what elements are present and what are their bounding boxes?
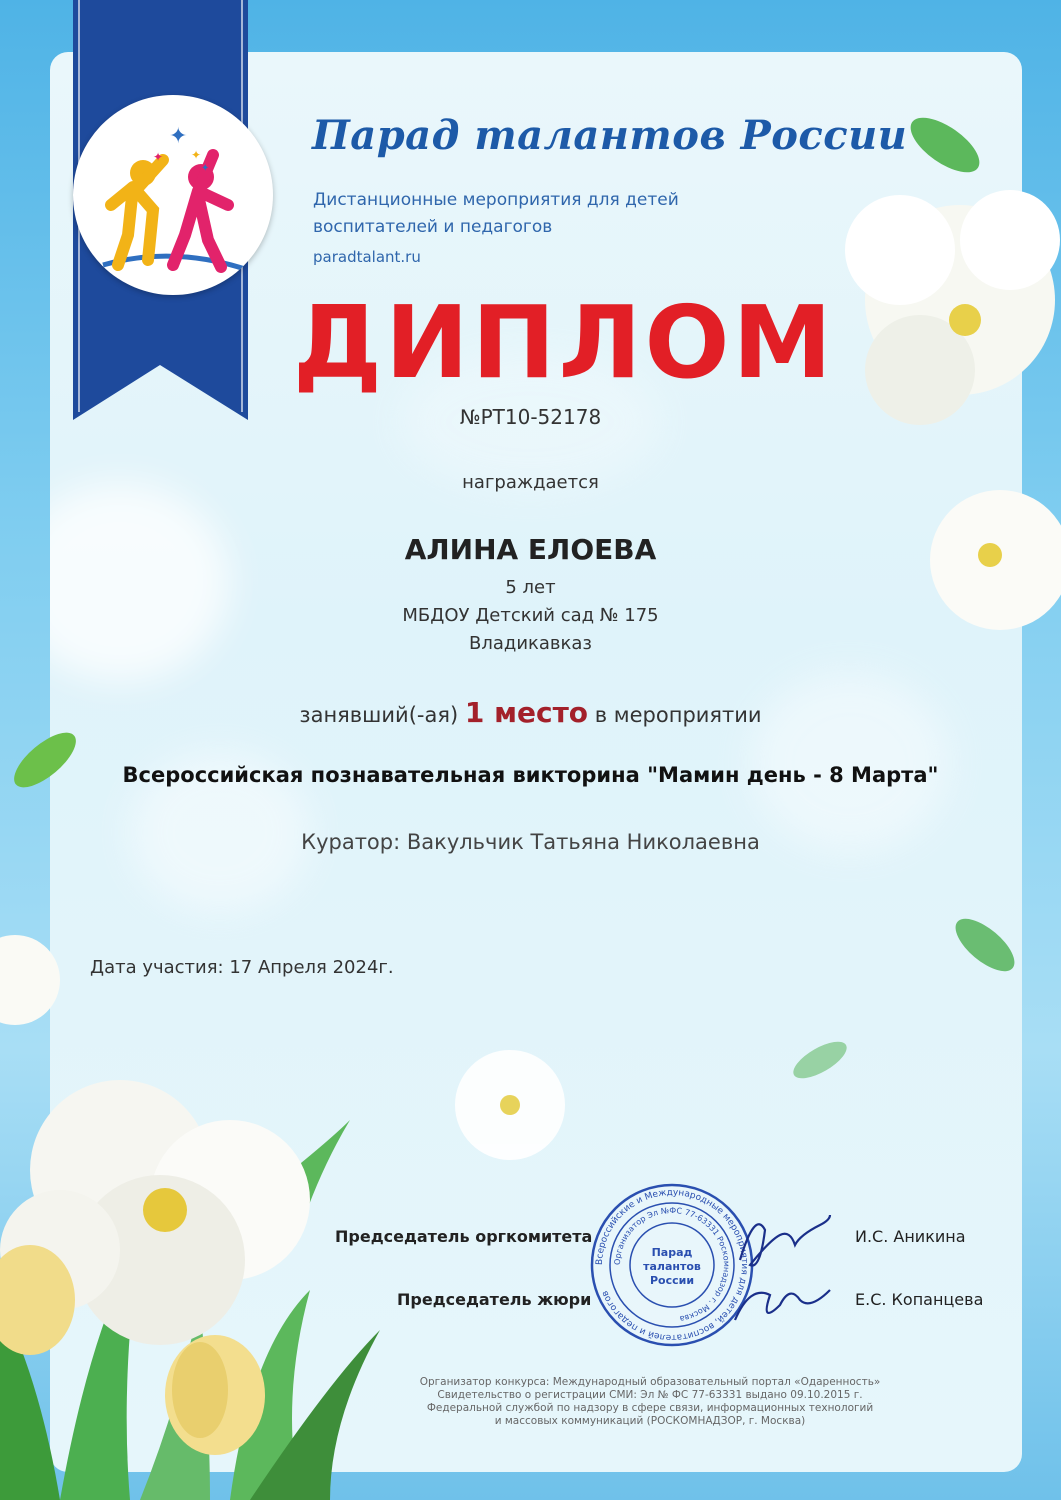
footer-line: Свидетельство о регистрации СМИ: Эл № ФС 77-63331 выдано 09.10.2015 г. (437, 1389, 863, 1401)
place-prefix: занявший(-ая) (299, 703, 459, 727)
event-title: Всероссийская познавательная викторина "Мамин день - 8 Марта" (122, 763, 939, 787)
curator: Куратор: Вакульчик Татьяна Николаевна (301, 830, 760, 854)
brand-subtitle: Дистанционные мероприятия для детей (313, 190, 679, 210)
stamp-center: России (649, 1274, 695, 1287)
jury-name: Е.С. Копанцева (855, 1290, 984, 1309)
diploma-title: ДИПЛОМ (293, 284, 836, 401)
footer-line: Федеральной службой по надзору в сфере связи, информационных технологий (426, 1402, 874, 1414)
leaf-icon (788, 1035, 852, 1086)
website-link[interactable]: paradtalant.ru (313, 248, 421, 266)
white-flower-icon (845, 190, 1060, 425)
white-flower-icon (0, 935, 60, 1025)
footer-line: Организатор конкурса: Международный образовательный портал «Одаренность» (419, 1376, 881, 1388)
chair-label: Председатель оргкомитета (335, 1227, 593, 1246)
recipient-institution: МБДОУ Детский сад № 175 (402, 605, 659, 626)
diploma-number: №РТ10-52178 (459, 405, 602, 429)
brand-subtitle: воспитателей и педагогов (313, 217, 553, 237)
footer-line: и массовых коммуникаций (РОСКОМНАДЗОР, г. Москва) (494, 1415, 806, 1427)
participation-date: Дата участия: 17 Апреля 2024г. (90, 957, 394, 978)
awarded-text: награждается (462, 472, 599, 493)
stamp-center: Парад (651, 1246, 693, 1259)
brand-title: Парад талантов России (312, 112, 908, 159)
footer-note (380, 1376, 920, 1428)
signature-marks (720, 1200, 840, 1330)
chair-name: И.С. Аникина (855, 1227, 966, 1246)
svg-text:✦: ✦ (153, 150, 164, 164)
place-line (0, 696, 1061, 729)
svg-text:✦: ✦ (201, 163, 210, 174)
svg-text:✦: ✦ (191, 148, 202, 162)
place-value: 1 место (464, 696, 589, 729)
leaf-icon (902, 107, 988, 182)
leaf-icon (947, 910, 1023, 981)
recipient-age: 5 лет (505, 577, 556, 598)
recipient-city: Владикавказ (468, 633, 592, 654)
recipient-name: АЛИНА ЕЛОЕВА (404, 533, 657, 566)
svg-text:✦: ✦ (169, 124, 188, 149)
stamp-ring-outer: Всероссийские и Международные мероприятия для детей, воспитателей и педагогов (594, 1187, 750, 1343)
white-flower-icon (455, 1050, 565, 1160)
jury-label: Председатель жюри (397, 1290, 592, 1309)
logo (73, 95, 273, 295)
place-suffix: в мероприятии (594, 703, 762, 727)
stamp-center: талантов (643, 1260, 701, 1273)
stamp-ring-inner: Организатор Эл №ФС 77-63331 Роскомнадзор г. Москва (612, 1205, 732, 1324)
